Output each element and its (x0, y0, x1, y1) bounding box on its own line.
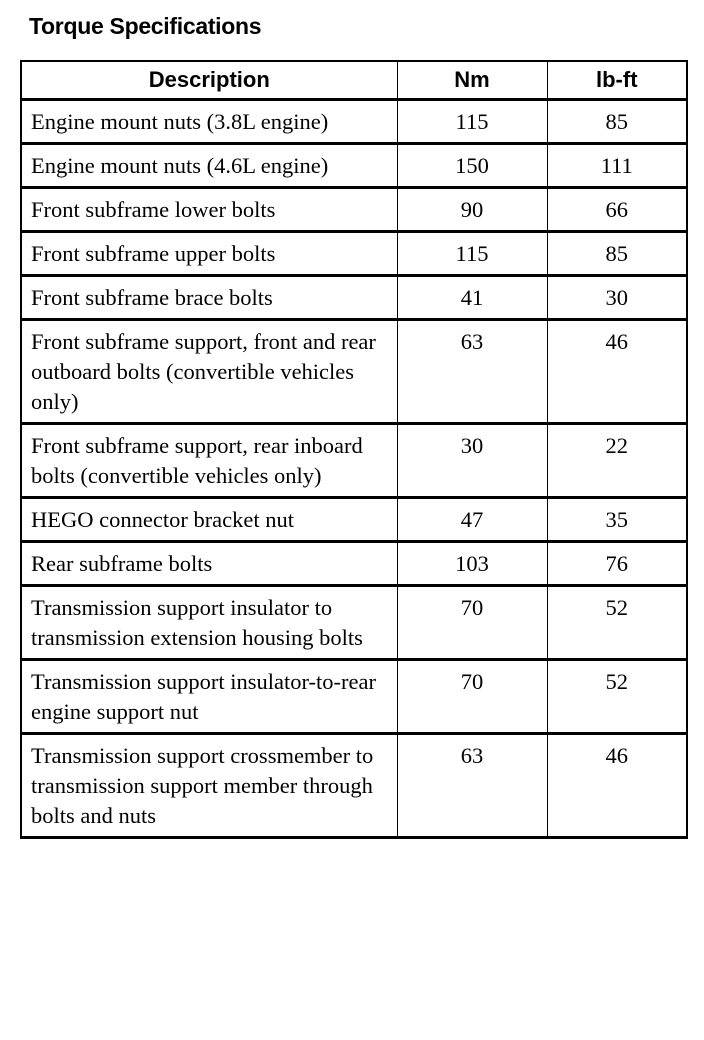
nm-cell: 115 (397, 100, 547, 144)
nm-cell: 30 (397, 424, 547, 498)
nm-cell: 47 (397, 498, 547, 542)
lbft-cell: 85 (547, 232, 687, 276)
nm-cell: 150 (397, 144, 547, 188)
lbft-cell: 46 (547, 734, 687, 838)
lbft-cell: 111 (547, 144, 687, 188)
nm-cell: 115 (397, 232, 547, 276)
description-cell: Transmission support insulator to transmission extension housing bolts (21, 586, 397, 660)
lbft-cell: 52 (547, 660, 687, 734)
table-row (21, 542, 687, 586)
table-row (21, 100, 687, 144)
description-cell: Front subframe brace bolts (21, 276, 397, 320)
lbft-cell: 35 (547, 498, 687, 542)
torque-spec-table (20, 60, 688, 839)
column-header-nm: Nm (397, 61, 547, 100)
lbft-cell: 52 (547, 586, 687, 660)
description-cell: HEGO connector bracket nut (21, 498, 397, 542)
description-cell: Front subframe support, rear inboard bolts (convertible vehicles only) (21, 424, 397, 498)
table-row (21, 144, 687, 188)
description-cell: Rear subframe bolts (21, 542, 397, 586)
nm-cell: 63 (397, 320, 547, 424)
description-cell: Engine mount nuts (4.6L engine) (21, 144, 397, 188)
table-row (21, 188, 687, 232)
page-title: Torque Specifications (29, 13, 262, 39)
table-row (21, 232, 687, 276)
table-header-row (21, 61, 687, 100)
description-cell: Front subframe support, front and rear outboard bolts (convertible vehicles only) (21, 320, 397, 424)
table-row (21, 734, 687, 838)
nm-cell: 103 (397, 542, 547, 586)
nm-cell: 70 (397, 660, 547, 734)
column-header-description: Description (21, 61, 397, 100)
nm-cell: 63 (397, 734, 547, 838)
lbft-cell: 22 (547, 424, 687, 498)
nm-cell: 70 (397, 586, 547, 660)
table-row (21, 424, 687, 498)
table-row (21, 660, 687, 734)
description-cell: Transmission support crossmember to transmission support member through bolts and nuts (21, 734, 397, 838)
table-row (21, 586, 687, 660)
description-cell: Front subframe lower bolts (21, 188, 397, 232)
lbft-cell: 46 (547, 320, 687, 424)
nm-cell: 41 (397, 276, 547, 320)
description-cell: Engine mount nuts (3.8L engine) (21, 100, 397, 144)
table-row (21, 320, 687, 424)
description-cell: Transmission support insulator-to-rear engine support nut (21, 660, 397, 734)
table-row (21, 498, 687, 542)
lbft-cell: 85 (547, 100, 687, 144)
column-header-lbft: lb-ft (547, 61, 687, 100)
lbft-cell: 30 (547, 276, 687, 320)
description-cell: Front subframe upper bolts (21, 232, 397, 276)
lbft-cell: 66 (547, 188, 687, 232)
lbft-cell: 76 (547, 542, 687, 586)
table-row (21, 276, 687, 320)
nm-cell: 90 (397, 188, 547, 232)
